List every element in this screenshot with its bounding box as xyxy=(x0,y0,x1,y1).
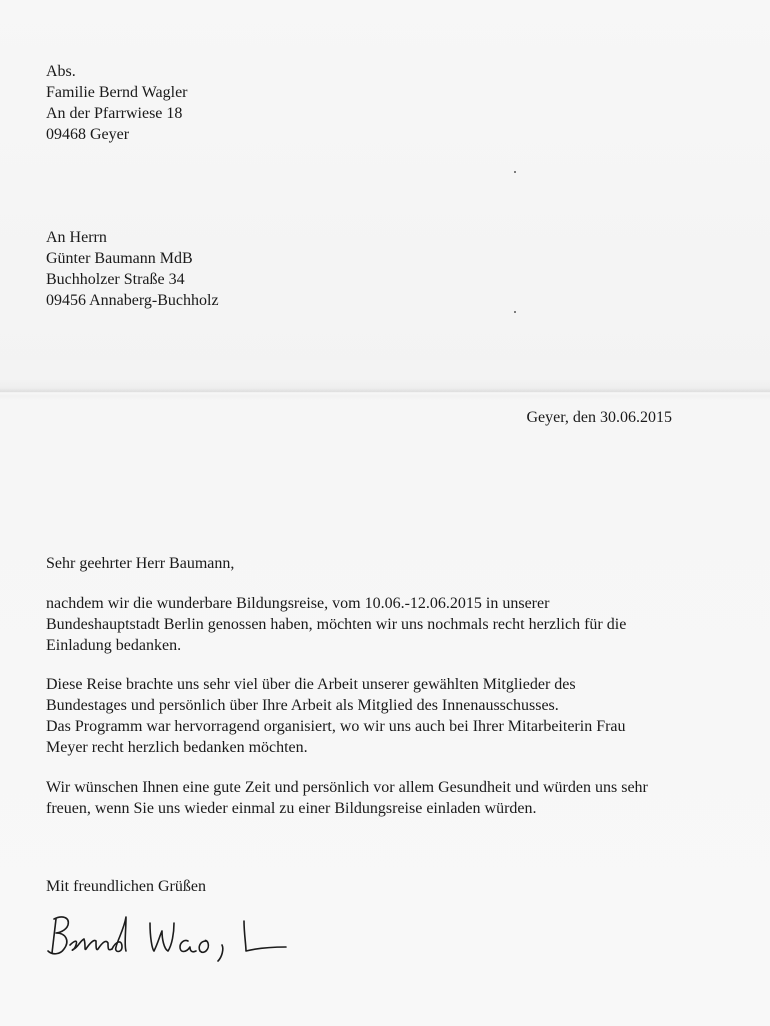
recipient-name: Günter Baumann MdB xyxy=(46,250,193,267)
paper-fold-line xyxy=(0,388,770,396)
paragraph-line: Bundestages und persönlich über Ihre Arbeit als Mitglied des Innenausschusses. xyxy=(46,697,559,714)
paragraph-line: nachdem wir die wunderbare Bildungsreise, vom 10.06.-12.06.2015 in unserer xyxy=(46,595,550,612)
sender-street: An der Pfarrwiese 18 xyxy=(46,105,183,122)
sender-city: 09468 Geyer xyxy=(46,126,130,143)
paragraph-line: Einladung bedanken. xyxy=(46,637,182,654)
paragraph-trip xyxy=(46,674,746,758)
sender-label: Abs. xyxy=(46,63,76,80)
handwritten-signature xyxy=(40,905,300,970)
recipient-label: An Herrn xyxy=(46,229,107,246)
paragraph-line: Meyer recht herzlich bedanken möchten. xyxy=(46,739,308,756)
paragraph-line: Diese Reise brachte uns sehr viel über die Arbeit unserer gewählten Mitglieder des xyxy=(46,676,576,693)
sender-address xyxy=(46,61,188,145)
sender-name: Familie Bernd Wagler xyxy=(46,84,188,101)
paragraph-thanks xyxy=(46,593,746,656)
paragraph-wishes xyxy=(46,777,746,819)
recipient-city: 09456 Annaberg-Buchholz xyxy=(46,292,219,309)
paragraph-line: Wir wünschen Ihnen eine gute Zeit und persönlich vor allem Gesundheit und würden uns sehr xyxy=(46,779,648,796)
paragraph-line: freuen, wenn Sie uns wieder einmal zu einer Bildungsreise einladen würden. xyxy=(46,800,537,817)
recipient-street: Buchholzer Straße 34 xyxy=(46,271,185,288)
paper-speck xyxy=(514,171,516,173)
recipient-address xyxy=(46,227,219,311)
paragraph-line: Bundeshauptstadt Berlin genossen haben, möchten wir uns nochmals recht herzlich für die xyxy=(46,616,627,633)
salutation: Sehr geehrter Herr Baumann, xyxy=(46,555,235,572)
closing: Mit freundlichen Grüßen xyxy=(46,878,206,895)
letter-date: Geyer, den 30.06.2015 xyxy=(526,409,672,426)
paragraph-line: Das Programm war hervorragend organisiert, wo wir uns auch bei Ihrer Mitarbeiterin Frau xyxy=(46,718,626,735)
paper-speck xyxy=(514,311,516,313)
